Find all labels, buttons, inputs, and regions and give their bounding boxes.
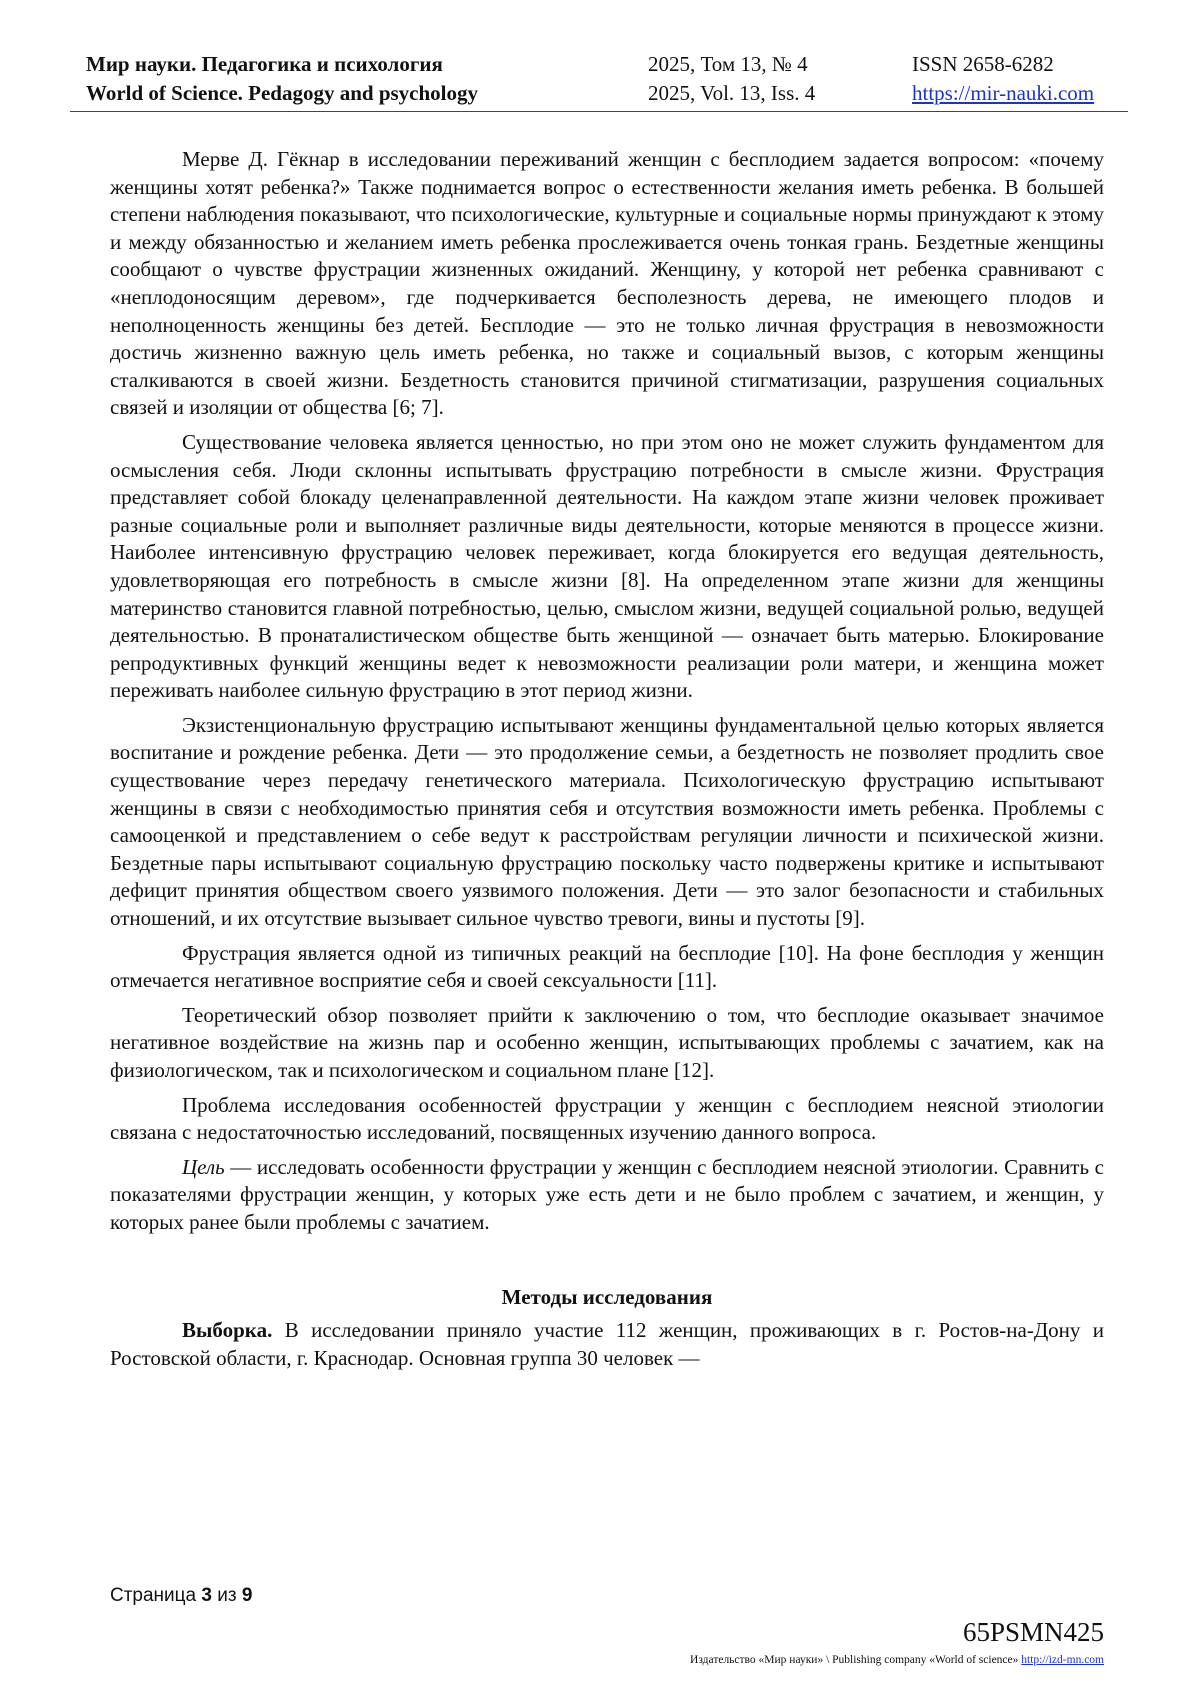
sample-text: В исследовании приняло участие 112 женщин, проживающих в г. Ростов-на-Дону и Ростовской области, г. Краснодар. Основная группа 30 человек — [110, 1318, 1104, 1370]
publisher-line [690, 1653, 1104, 1667]
goal-label: Цель [182, 1154, 225, 1179]
page-total: 9 [241, 1585, 253, 1606]
publisher-link[interactable]: http://izd-mn.com [1021, 1654, 1104, 1666]
sample-label: Выборка. [182, 1318, 273, 1343]
publisher-text: Издательство «Мир науки» \ Publishing company «World of science» [690, 1654, 1019, 1666]
article-id: 65PSMN425 [962, 1617, 1104, 1647]
issn: ISSN 2658-6282 [912, 52, 1054, 76]
journal-ids [912, 50, 1094, 108]
journal-url-link[interactable]: https://mir-nauki.com [912, 81, 1095, 105]
goal-paragraph [110, 1154, 1104, 1237]
page-number [110, 1584, 252, 1608]
issue-en: 2025, Vol. 13, Iss. 4 [648, 81, 816, 105]
issue-info [648, 50, 815, 108]
header-divider [70, 111, 1128, 112]
paragraph: Мерве Д. Гёкнар в исследовании переживаний женщин с бесплодием задается вопросом: «почему женщины хотят ребенка?» Также поднимается вопрос о естественности желания иметь ребенка. В большей степени наблюдения показывают, что психологические, культурные и социальные нормы принуждают к этому и между обязанностью и желанием иметь ребенка прослеживается очень тонкая грань. Бездетные женщины сообщают о чувстве фрустрации жизненных ожиданий. Женщину, у которой нет ребенка сравнивают с «неплодоносящим деревом», где подчеркивается бесполезность дерева, не имеющего плодов и неполноценность женщины без детей. Бесплодие — это не только личная фрустрация в невозможности достичь жизненно важную цель иметь ребенка, но также и социальный вызов, с которым женщины сталкиваются в своей жизни. Бездетность становится причиной стигматизации, разрушения социальных связей и изоляции от общества [6; 7]. [110, 147, 1104, 420]
journal-title [86, 50, 478, 108]
page-label: Страница [110, 1585, 197, 1606]
page-of: из [217, 1585, 237, 1606]
page-header [86, 50, 1126, 112]
paragraph: Фрустрация является одной из типичных реакций на бесплодие [10]. На фоне бесплодия у женщин отмечается негативное восприятие себя и своей сексуальности [11]. [110, 940, 1104, 993]
sample-paragraph [110, 1317, 1104, 1372]
goal-text: — исследовать особенности фрустрации у женщин с бесплодием неясной этиологии. Сравнить с показателями фрустрации женщин, у которых уже есть дети и не было проблем с зачатием, и женщин, у которых ранее были проблемы с зачатием. [110, 1154, 1104, 1234]
page-current: 3 [201, 1585, 212, 1606]
paragraph: Проблема исследования особенностей фрустрации у женщин с бесплодием неясной этиологии связана с недостаточностью исследований, посвященных изучению данного вопроса. [110, 1092, 1104, 1145]
issue-ru: 2025, Том 13, № 4 [648, 52, 808, 76]
paragraph: Экзистенциональную фрустрацию испытывают женщины фундаментальной целью которых является воспитание и рождение ребенка. Дети — это продолжение семьи, а бездетность не позволяет продлить свое существование через передачу генетического материала. Психологическую фрустрацию испытывают женщины в связи с необходимостью принятия себя и отсутствия возможности иметь ребенка. Проблемы с самооценкой и представлением о себе ведут к расстройствам регуляции личности и психической жизни. Бездетные пары испытывают социальную фрустрацию поскольку часто подвержены критике и испытывают дефицит принятия обществом своего уязвимого положения. Дети — это залог безопасности и стабильных отношений, и их отсутствие вызывает сильное чувство тревоги, вины и пустоты [9]. [110, 712, 1104, 931]
article-body [110, 146, 1104, 1379]
journal-title-ru: Мир науки. Педагогика и психология [86, 52, 443, 76]
paragraph: Существование человека является ценностью, но при этом оно не может служить фундаментом для осмысления себя. Люди склонны испытывать фрустрацию потребности в смысле жизни. Фрустрация представляет собой блокаду целенаправленной деятельности. На каждом этапе жизни человек проживает разные социальные роли и выполняет различные виды деятельности, которые меняются в процессе жизни. Наиболее интенсивную фрустрацию человек переживает, когда блокируется его ведущая деятельность, удовлетворяющая его потребность в смысле жизни [8]. На определенном этапе жизни для женщины материнство становится главной потребностью, целью, смыслом жизни, ведущей социальной ролью, ведущей деятельностью. В пронаталистическом обществе быть женщиной — означает быть матерью. Блокирование репродуктивных функций женщины ведет к невозможности реализации роли матери, и женщина может переживать наиболее сильную фрустрацию в этот период жизни. [110, 429, 1104, 703]
section-heading: Методы исследования [501, 1284, 713, 1309]
paragraph: Теоретический обзор позволяет прийти к заключению о том, что бесплодие оказывает значимое негативное воздействие на жизнь пар и особенно женщин, испытывающих проблемы с зачатием, как на физиологическом, так и психологическом и социальном плане [12]. [110, 1002, 1104, 1082]
journal-title-en: World of Science. Pedagogy and psychology [86, 81, 479, 105]
